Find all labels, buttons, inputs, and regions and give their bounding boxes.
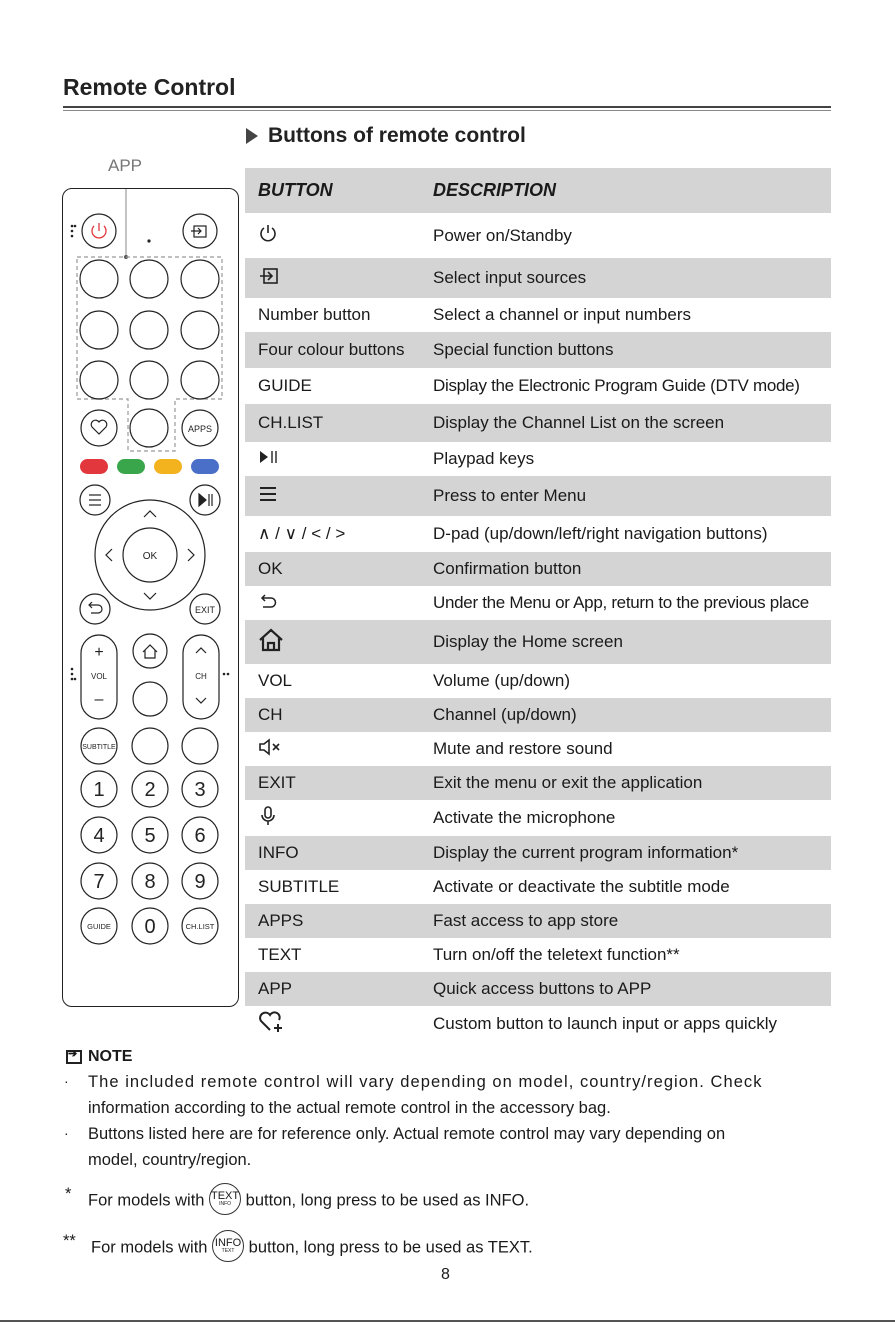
description-cell: Channel (up/down) xyxy=(421,698,831,732)
button-label: ∧ / ∨ / < / > xyxy=(258,524,346,543)
input-source-icon xyxy=(191,226,206,237)
number-buttons xyxy=(81,771,218,944)
mic-dots-icon xyxy=(71,225,77,238)
remote-label-guide: GUIDE xyxy=(87,922,111,931)
description-cell: Display the Electronic Program Guide (DTV mode) xyxy=(433,376,800,395)
play-pause-icon xyxy=(258,449,280,470)
number-label: 8 xyxy=(144,871,156,893)
home-icon xyxy=(143,645,157,658)
button-cell xyxy=(245,766,421,800)
color-keys xyxy=(80,459,219,474)
description-cell: Quick access buttons to APP xyxy=(421,972,831,1006)
table-row xyxy=(245,404,831,442)
button-label: APPS xyxy=(258,911,304,930)
button-cell xyxy=(245,213,421,258)
menu-icon xyxy=(258,486,278,507)
description-cell: Display the Home screen xyxy=(421,620,831,664)
table-row xyxy=(245,698,831,732)
title-rule xyxy=(63,106,831,108)
table-row xyxy=(245,516,831,552)
custom-heart-button[interactable] xyxy=(81,410,117,446)
home-button[interactable] xyxy=(133,634,167,668)
microphone-icon xyxy=(258,805,278,832)
triangle-marker-icon xyxy=(246,128,258,144)
button-cell xyxy=(245,368,421,404)
table-row xyxy=(245,213,831,258)
description-cell: Mute and restore sound xyxy=(433,739,613,758)
ch-dots-icon xyxy=(223,673,230,676)
button-cell xyxy=(245,664,421,698)
color-key-button[interactable] xyxy=(80,459,108,474)
section-heading xyxy=(246,124,526,148)
bullet-1: · xyxy=(64,1073,69,1089)
button-cell xyxy=(245,938,421,972)
table-row xyxy=(245,258,831,298)
footnote-2-before: For models with xyxy=(91,1238,208,1257)
number-label: 5 xyxy=(144,825,156,847)
description-cell: Special function buttons xyxy=(421,332,831,368)
note-line-4: model, country/region. xyxy=(88,1151,252,1169)
button-label: INFO xyxy=(258,843,299,862)
footnote-1-after: button, long press to be used as INFO. xyxy=(245,1191,530,1210)
play-pause-icon xyxy=(199,494,212,506)
color-key-button[interactable] xyxy=(154,459,182,474)
remote-label-apps: APPS xyxy=(187,424,213,434)
mute-button[interactable] xyxy=(133,682,167,716)
title-rule-thin xyxy=(63,110,831,111)
button-label: SUBTITLE xyxy=(258,877,340,896)
app-buttons-grid xyxy=(80,260,219,399)
color-key-button[interactable] xyxy=(117,459,145,474)
remote-svg xyxy=(63,189,238,1006)
remote-label-ok: OK xyxy=(142,551,158,562)
number-label: 0 xyxy=(144,916,156,938)
table-row xyxy=(245,766,831,800)
info-text-icon: INFO TEXT xyxy=(212,1230,244,1262)
description-cell: Turn on/off the teletext function** xyxy=(433,945,680,964)
button-cell xyxy=(245,516,421,552)
button-cell xyxy=(245,298,421,332)
description-cell: Activate or deactivate the subtitle mode xyxy=(433,877,730,896)
remote-illustration xyxy=(62,188,239,1007)
text-info-icon: TEXT INFO xyxy=(209,1183,241,1215)
button-label: CH xyxy=(258,705,283,724)
button-label: APP xyxy=(258,979,293,998)
app-button-10 xyxy=(130,409,168,447)
remote-label-chlist: CH.LIST xyxy=(185,922,215,931)
number-label: 1 xyxy=(93,779,105,801)
heart-icon xyxy=(91,420,107,434)
led-dot xyxy=(147,239,150,242)
text-info-button[interactable] xyxy=(182,728,218,764)
menu-icon xyxy=(89,495,101,505)
button-label: Four colour buttons xyxy=(258,340,405,359)
button-cell xyxy=(245,442,421,476)
description-cell: Activate the microphone xyxy=(433,808,616,827)
table-row xyxy=(245,732,831,766)
vol-dots-icon xyxy=(71,668,77,681)
button-cell xyxy=(245,620,421,664)
page-title: Remote Control xyxy=(63,74,236,100)
ch-up-icon xyxy=(196,648,206,653)
remote-label-subtitle: SUBTITLE xyxy=(82,744,116,751)
section-title: Buttons of remote control xyxy=(268,124,526,147)
dpad-left-icon xyxy=(106,549,112,561)
footnote-1 xyxy=(88,1185,529,1217)
button-label: TEXT xyxy=(258,945,302,964)
power-icon xyxy=(92,223,106,238)
app-callout-label: APP xyxy=(108,156,143,175)
button-label: GUIDE xyxy=(258,376,312,395)
button-cell xyxy=(245,332,421,368)
note-line-2: information according to the actual remote control in the accessory bag. xyxy=(88,1099,611,1117)
note-icon xyxy=(66,1050,82,1064)
description-cell: Select a channel or input numbers xyxy=(433,305,691,324)
table-row xyxy=(245,870,831,904)
table-row xyxy=(245,368,831,404)
button-cell xyxy=(245,552,421,586)
table-row xyxy=(245,972,831,1006)
note-title: NOTE xyxy=(88,1048,133,1065)
description-cell: Custom button to launch input or apps quickly xyxy=(433,1014,777,1033)
table-row xyxy=(245,904,831,938)
header-description: DESCRIPTION xyxy=(421,168,831,213)
ch-down-icon xyxy=(196,698,206,703)
button-cell xyxy=(245,870,421,904)
note-heading xyxy=(66,1048,132,1066)
button-label: Number button xyxy=(258,305,371,324)
home-icon xyxy=(258,628,284,657)
table-row xyxy=(245,620,831,664)
note-line-1: The included remote control will vary depending on model, country/region. Check xyxy=(88,1073,763,1091)
description-cell: Display the Channel List on the screen xyxy=(421,404,831,442)
power-icon xyxy=(258,223,278,248)
number-label: 7 xyxy=(93,871,105,893)
table-row xyxy=(245,836,831,870)
description-cell: Exit the menu or exit the application xyxy=(421,766,831,800)
description-cell: Fast access to app store xyxy=(421,904,831,938)
footnote-2 xyxy=(91,1232,533,1264)
input-source-icon xyxy=(258,266,280,291)
dpad-down-icon xyxy=(144,593,156,599)
button-label: VOL xyxy=(258,671,293,690)
button-label: CH.LIST xyxy=(258,413,324,432)
table-row xyxy=(245,298,831,332)
button-cell xyxy=(245,476,421,516)
note-line-3: Buttons listed here are for reference only. Actual remote control may vary depending on xyxy=(88,1125,726,1143)
description-cell: Under the Menu or App, return to the previous place xyxy=(433,593,809,612)
description-cell: Press to enter Menu xyxy=(421,476,831,516)
back-icon xyxy=(89,602,102,613)
button-cell xyxy=(245,800,421,836)
description-cell: Display the current program information* xyxy=(421,836,831,870)
custom-heart-icon xyxy=(258,1011,286,1038)
footnote-2-mark: ** xyxy=(63,1232,76,1250)
footnote-1-before: For models with xyxy=(88,1191,205,1210)
table-row xyxy=(245,800,831,836)
dpad-up-icon xyxy=(144,511,156,517)
button-cell xyxy=(245,732,421,766)
remote-label-exit: EXIT xyxy=(194,605,216,615)
bullet-2: · xyxy=(64,1125,69,1141)
number-label: 6 xyxy=(194,825,206,847)
remote-label-plus: + xyxy=(94,644,104,661)
table-row xyxy=(245,552,831,586)
button-cell xyxy=(245,404,421,442)
color-key-button[interactable] xyxy=(191,459,219,474)
button-cell xyxy=(245,972,421,1006)
back-button[interactable] xyxy=(80,594,110,624)
button-label: EXIT xyxy=(258,773,296,792)
button-cell xyxy=(245,904,421,938)
table-row xyxy=(245,938,831,972)
mic-button[interactable] xyxy=(132,728,168,764)
button-cell xyxy=(245,586,421,620)
table-row xyxy=(245,1006,831,1042)
table-row xyxy=(245,664,831,698)
description-cell: Select input sources xyxy=(421,258,831,298)
table-row xyxy=(245,586,831,620)
description-cell: D-pad (up/down/left/right navigation buttons) xyxy=(433,524,768,543)
footnote-1-mark: * xyxy=(65,1185,72,1203)
description-cell: Playpad keys xyxy=(433,449,535,468)
bottom-rule xyxy=(0,1320,895,1322)
back-icon xyxy=(258,593,278,614)
button-cell xyxy=(245,698,421,732)
page-number: 8 xyxy=(441,1266,450,1283)
table-row xyxy=(245,442,831,476)
dpad-right-icon xyxy=(188,549,194,561)
table-row xyxy=(245,332,831,368)
number-label: 9 xyxy=(194,871,206,893)
number-label: 3 xyxy=(194,779,206,801)
remote-label-vol: VOL xyxy=(90,672,108,681)
button-label: OK xyxy=(258,559,283,578)
description-cell: Volume (up/down) xyxy=(433,671,571,690)
table-row xyxy=(245,476,831,516)
buttons-table xyxy=(245,168,831,1042)
button-cell xyxy=(245,258,421,298)
description-cell: Power on/Standby xyxy=(433,225,572,245)
table-header-row xyxy=(245,168,831,213)
description-cell: Confirmation button xyxy=(421,552,831,586)
number-label: 4 xyxy=(93,825,105,847)
remote-label-ch: CH xyxy=(195,672,207,681)
footnote-2-after: button, long press to be used as TEXT. xyxy=(248,1238,533,1257)
remote-label-minus: – xyxy=(94,691,104,708)
mute-icon xyxy=(258,738,282,761)
button-cell xyxy=(245,836,421,870)
header-button: BUTTON xyxy=(245,168,421,213)
number-label: 2 xyxy=(144,779,156,801)
button-cell xyxy=(245,1006,421,1042)
